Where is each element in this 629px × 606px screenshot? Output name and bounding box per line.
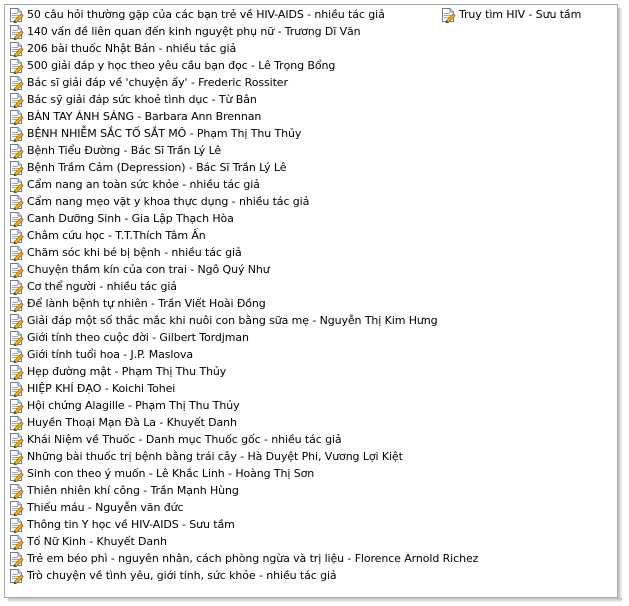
file-item-label: Truy tìm HIV - Sưu tầm: [459, 8, 582, 21]
file-item-label: Thiếu máu - Nguyễn văn đức: [27, 501, 184, 514]
document-pencil-icon: [8, 279, 24, 295]
file-item-label: Bác sĩ giải đáp về 'chuyện ấy' - Frederic Rossiter: [27, 76, 288, 89]
file-item-label: 140 vấn đề liên quan đến kinh nguyệt phụ nữ - Trương Dĩ Văn: [27, 25, 361, 38]
file-item[interactable]: [8, 482, 433, 499]
file-item[interactable]: [8, 312, 438, 329]
file-item[interactable]: [8, 23, 433, 40]
document-pencil-icon: [8, 58, 24, 74]
file-item-label: 206 bài thuốc Nhật Bản - nhiều tác giả: [27, 42, 237, 55]
file-item-label: Cơ thể người - nhiều tác giả: [27, 280, 177, 293]
document-pencil-icon: [8, 347, 24, 363]
document-pencil-icon: [8, 330, 24, 346]
file-item-label: Giới tính tuổi hoa - J.P. Maslova: [27, 348, 193, 361]
file-item-label: BÀN TAY ÁNH SÁNG - Barbara Ann Brennan: [27, 110, 262, 123]
file-item[interactable]: [8, 363, 433, 380]
document-pencil-icon: [8, 313, 24, 329]
document-pencil-icon: [8, 415, 24, 431]
document-pencil-icon: [8, 398, 24, 414]
file-item-label: Thiên nhiên khí công - Trần Mạnh Hùng: [27, 484, 239, 497]
document-pencil-icon: [8, 500, 24, 516]
document-pencil-icon: [8, 7, 24, 23]
file-item[interactable]: [8, 125, 433, 142]
document-pencil-icon: [8, 517, 24, 533]
document-pencil-icon: [8, 41, 24, 57]
file-item[interactable]: [8, 431, 433, 448]
file-item[interactable]: [8, 567, 433, 584]
file-item[interactable]: [8, 448, 433, 465]
document-pencil-icon: [8, 211, 24, 227]
document-pencil-icon: [8, 24, 24, 40]
file-item[interactable]: [8, 176, 433, 193]
file-item[interactable]: [8, 414, 433, 431]
document-pencil-icon: [8, 92, 24, 108]
document-pencil-icon: [8, 126, 24, 142]
file-item[interactable]: [8, 516, 433, 533]
file-item-label: Bác sỹ giải đáp sức khoẻ tình dục - Từ Bân: [27, 93, 257, 106]
file-item-label: Giới tính theo cuộc đời - Gilbert Tordjman: [27, 331, 249, 344]
file-item[interactable]: [8, 550, 479, 567]
file-item-label: 50 câu hỏi thường gặp của các bạn trẻ về HIV-AIDS - nhiều tác giả: [27, 8, 385, 21]
document-pencil-icon: [8, 296, 24, 312]
file-item[interactable]: [8, 397, 433, 414]
file-list-column-1: [8, 6, 479, 584]
file-item-label: Giải đáp một số thắc mắc khi nuôi con bằng sữa mẹ - Nguyễn Thị Kim Hưng: [27, 314, 438, 327]
document-pencil-icon: [8, 449, 24, 465]
file-item-label: BỆNH NHIỄM SẮC TỐ SẮT MÔ - Phạm Thị Thu Thủy: [27, 127, 302, 140]
file-item-label: Hẹp đường mật - Phạm Thị Thu Thủy: [27, 365, 227, 378]
file-item[interactable]: [8, 346, 433, 363]
document-pencil-icon: [8, 143, 24, 159]
document-pencil-icon: [8, 245, 24, 261]
file-item-label: Hội chứng Alagille - Phạm Thị Thu Thủy: [27, 399, 240, 412]
document-pencil-icon: [440, 7, 456, 23]
file-item[interactable]: [8, 227, 433, 244]
file-item-label: Bệnh Trầm Cảm (Depression) - Bác Sĩ Trần Lý Lê: [27, 161, 287, 174]
file-item[interactable]: [8, 295, 433, 312]
file-item[interactable]: [8, 193, 433, 210]
document-pencil-icon: [8, 483, 24, 499]
document-pencil-icon: [8, 262, 24, 278]
file-item-label: Chuyện thầm kín của con trai - Ngô Quý Như: [27, 263, 270, 276]
document-pencil-icon: [8, 568, 24, 584]
file-item-label: Cẩm nang mẹo vặt y khoa thực dụng - nhiều tác giả: [27, 195, 310, 208]
document-pencil-icon: [8, 228, 24, 244]
file-item[interactable]: [8, 533, 433, 550]
file-item-label: Thông tin Y học về HIV-AIDS - Sưu tầm: [27, 518, 235, 531]
file-item-label: Bệnh Tiểu Đường - Bác Sĩ Trần Lý Lê: [27, 144, 222, 157]
panel-shadow-bottom: [8, 598, 622, 602]
file-item-label: Tố Nữ Kinh - Khuyết Danh: [27, 535, 167, 548]
file-item[interactable]: [8, 261, 433, 278]
document-pencil-icon: [8, 432, 24, 448]
file-item[interactable]: [440, 6, 610, 23]
file-list-column-2: [440, 6, 610, 23]
file-item[interactable]: [8, 278, 433, 295]
file-item[interactable]: [8, 465, 433, 482]
file-item[interactable]: [8, 57, 433, 74]
file-item[interactable]: [8, 210, 433, 227]
file-item[interactable]: [8, 159, 433, 176]
document-pencil-icon: [8, 534, 24, 550]
file-item[interactable]: [8, 6, 433, 23]
document-pencil-icon: [8, 551, 24, 567]
document-pencil-icon: [8, 160, 24, 176]
file-item-label: Những bài thuốc trị bệnh bằng trái cây - Hà Duyệt Phi, Vương Lợi Kiệt: [27, 450, 403, 463]
file-item-label: Để lành bệnh tự nhiên - Trần Viết Hoài Đồng: [27, 297, 266, 310]
file-item[interactable]: [8, 329, 433, 346]
document-pencil-icon: [8, 109, 24, 125]
file-item[interactable]: [8, 380, 433, 397]
file-item-label: 500 giải đáp y học theo yêu cầu bạn đọc - Lê Trọng Bổng: [27, 59, 336, 72]
file-item-label: Canh Dưỡng Sinh - Gia Lập Thạch Hòa: [27, 212, 234, 225]
file-item[interactable]: [8, 40, 433, 57]
document-pencil-icon: [8, 177, 24, 193]
file-item[interactable]: [8, 142, 433, 159]
document-pencil-icon: [8, 75, 24, 91]
document-pencil-icon: [8, 194, 24, 210]
file-item-label: Cẩm nang an toàn sức khỏe - nhiều tác giả: [27, 178, 260, 191]
panel-shadow-right: [618, 8, 622, 602]
file-item-label: Trò chuyện về tình yêu, giới tính, sức khỏe - nhiều tác giả: [27, 569, 337, 582]
file-item[interactable]: [8, 108, 433, 125]
document-pencil-icon: [8, 364, 24, 380]
file-item[interactable]: [8, 91, 433, 108]
file-item-label: Huyền Thoại Mạn Đà La - Khuyết Danh: [27, 416, 237, 429]
file-item[interactable]: [8, 244, 433, 261]
file-item-label: HIỆP KHÍ ĐẠO - Koichi Tohei: [27, 382, 176, 395]
file-item-label: Sinh con theo ý muốn - Lê Khắc Linh - Hoàng Thị Sơn: [27, 467, 315, 480]
file-item-label: Trẻ em béo phì - nguyên nhân, cách phòng ngừa và trị liệu - Florence Arnold Richez: [27, 552, 479, 565]
file-item[interactable]: [8, 499, 433, 516]
document-pencil-icon: [8, 466, 24, 482]
file-item-label: Châm cứu học - T.T.Thích Tâm Ấn: [27, 229, 206, 242]
document-pencil-icon: [8, 381, 24, 397]
file-item[interactable]: [8, 74, 433, 91]
file-item-label: Chăm sóc khi bé bị bệnh - nhiều tác giả: [27, 246, 242, 259]
file-item-label: Khái Niệm về Thuốc - Danh mục Thuốc gốc - nhiều tác giả: [27, 433, 342, 446]
